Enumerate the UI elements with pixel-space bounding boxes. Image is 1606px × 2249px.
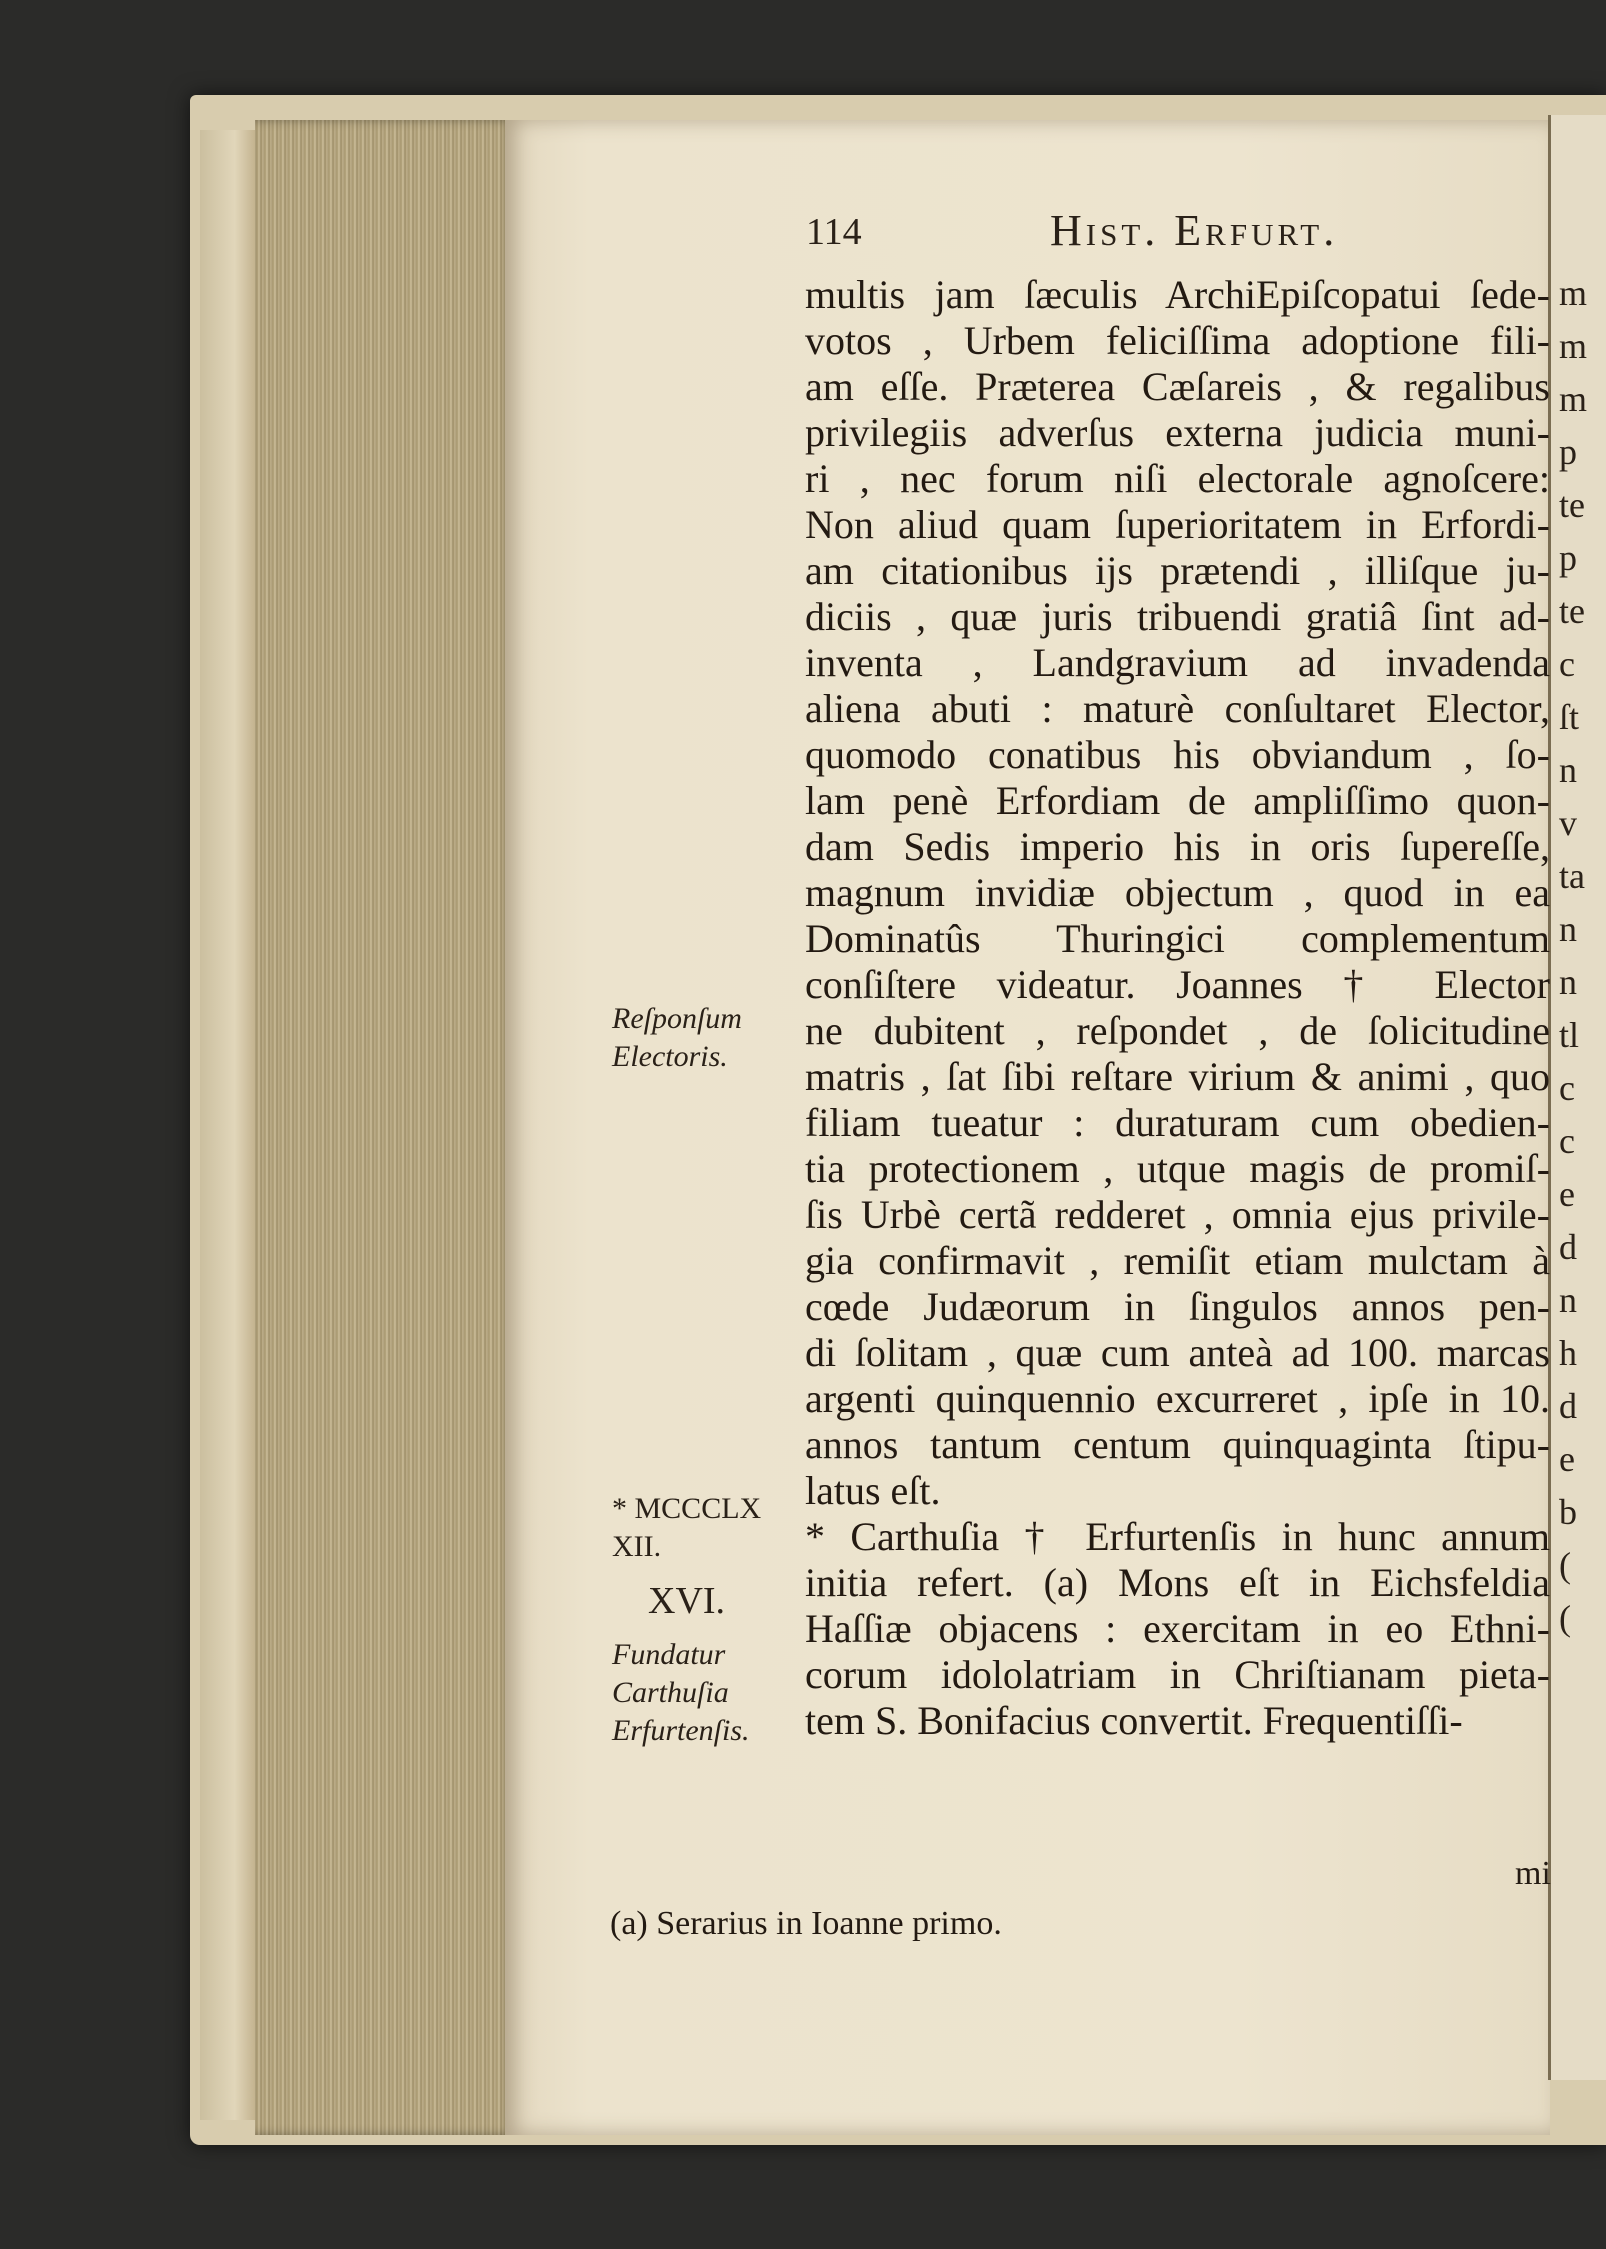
next-page-fragment: p [1559, 538, 1577, 578]
text-line: am citationibus ijs prætendi , illiſque ju- [805, 548, 1550, 593]
section-number: XVI. [648, 1580, 726, 1622]
text-line: initia refert. (a) Mons eſt in Eichsfeldia [805, 1560, 1550, 1605]
next-page-fragment: n [1559, 909, 1577, 949]
text-line: di ſolitam , quæ cum anteà ad 100. marcas [805, 1330, 1550, 1375]
text-line: Non aliud quam ſuperioritatem in Erfordi- [805, 502, 1550, 547]
marginal-line: Reſponſum [612, 1002, 742, 1035]
next-page-fragment: m [1559, 326, 1588, 366]
text-line: aliena abuti : maturè conſultaret Elector, [805, 686, 1550, 731]
marginal-line: * MCCCLX [612, 1492, 762, 1525]
next-page-fragment: m [1559, 379, 1588, 419]
next-page-fragment: e [1559, 1439, 1575, 1479]
next-page-fragment: n [1559, 750, 1577, 790]
next-page-fragment: te [1559, 591, 1585, 631]
text-line: votos , Urbem feliciſſima adoptione fili- [805, 318, 1550, 363]
marginal-line: Erfurtenſis. [612, 1714, 750, 1747]
page-number: 114 [806, 211, 862, 253]
next-page-fragment: ( [1559, 1545, 1571, 1585]
marginal-note-responsum [612, 1000, 742, 1076]
text-line: corum idololatriam in Chriſtianam pieta- [805, 1652, 1550, 1697]
text-line: inventa , Landgravium ad invadenda [805, 640, 1550, 685]
text-line: ſis Urbè certã redderet , omnia ejus privile- [805, 1192, 1550, 1237]
text-line: dam Sedis imperio his in oris ſupereſſe, [805, 824, 1550, 869]
next-page-fragment: d [1559, 1386, 1577, 1426]
marginal-note-year [612, 1490, 761, 1566]
marginal-line: XII. [612, 1530, 662, 1563]
text-line: ne dubitent , reſpondet , de ſolicitudine [805, 1008, 1550, 1053]
text-line: conſiſtere videatur. Joannes † Elector [805, 962, 1550, 1007]
catchword: mi [1515, 1855, 1551, 1892]
text-line: gia confirmavit , remiſit etiam mulctam à [805, 1238, 1550, 1283]
next-page-fragment: n [1559, 1280, 1577, 1320]
marginal-line: Electoris. [612, 1040, 728, 1073]
text-line: diciis , quæ juris tribuendi gratiâ ſint ad- [805, 594, 1550, 639]
text-line: * Carthuſia † Erfurtenſis in hunc annum [805, 1514, 1550, 1559]
next-page-fragment: h [1559, 1333, 1577, 1373]
marginal-note-fundatur [612, 1636, 750, 1750]
next-page-fragment: te [1559, 485, 1585, 525]
next-page-fragment: ( [1559, 1598, 1571, 1638]
text-line: lam penè Erfordiam de ampliſſimo quon- [805, 778, 1550, 823]
text-line: latus eſt. [805, 1468, 941, 1513]
next-page-fragment: ſt [1559, 697, 1580, 737]
text-line: multis jam ſæculis ArchiEpiſcopatui ſede- [805, 272, 1550, 317]
next-page-fragment: v [1559, 803, 1577, 843]
next-page-strip [1548, 115, 1606, 2080]
text-line: Haſſiæ objacens : exercitam in eo Ethni- [805, 1606, 1550, 1651]
text-line: annos tantum centum quinquaginta ſtipu- [805, 1422, 1550, 1467]
next-page-fragment: n [1559, 962, 1577, 1002]
footnote: (a) Serarius in Ioanne primo. [610, 1905, 1002, 1942]
text-line: am eſſe. Præterea Cæſareis , & regalibus [805, 364, 1550, 409]
next-page-fragment: d [1559, 1227, 1577, 1267]
text-line: tia protectionem , utque magis de promiſ- [805, 1146, 1550, 1191]
next-page-fragment: c [1559, 1121, 1575, 1161]
next-page-fragment: b [1559, 1492, 1577, 1532]
next-page-fragment: ta [1559, 856, 1585, 896]
next-page-fragment: m [1559, 273, 1588, 313]
text-line: magnum invidiæ objectum , quod in ea [805, 870, 1550, 915]
text-line: cœde Judæorum in ſingulos annos pen- [805, 1284, 1550, 1329]
next-page-fragment: c [1559, 644, 1575, 684]
text-line: ri , nec forum niſi electorale agnoſcere: [805, 456, 1550, 501]
next-page-fragment: c [1559, 1068, 1575, 1108]
book-cover-edge [200, 130, 258, 2120]
text-line: filiam tueatur : duraturam cum obedien- [805, 1100, 1550, 1145]
text-line: privilegiis adverſus externa judicia muni- [805, 410, 1550, 455]
next-page-fragment: tl [1559, 1015, 1580, 1055]
running-head: Hist. Erfurt. [1050, 206, 1339, 255]
next-page-fragment: p [1559, 432, 1577, 472]
page-block-edges [255, 120, 515, 2135]
next-page-fragment: e [1559, 1174, 1575, 1214]
text-line: Dominatûs Thuringici complementum [805, 916, 1550, 961]
text-line: tem S. Bonifacius convertit. Frequentiſſi- [805, 1698, 1463, 1743]
text-line: quomodo conatibus his obviandum , ſo- [805, 732, 1550, 777]
text-line: argenti quinquennio excurreret , ipſe in 10. [805, 1376, 1550, 1421]
main-text [805, 272, 1550, 1744]
marginal-line: Carthuſia [612, 1676, 729, 1709]
marginal-line: Fundatur [612, 1638, 726, 1671]
text-line: matris , ſat ſibi reſtare virium & animi , quo [805, 1054, 1550, 1099]
